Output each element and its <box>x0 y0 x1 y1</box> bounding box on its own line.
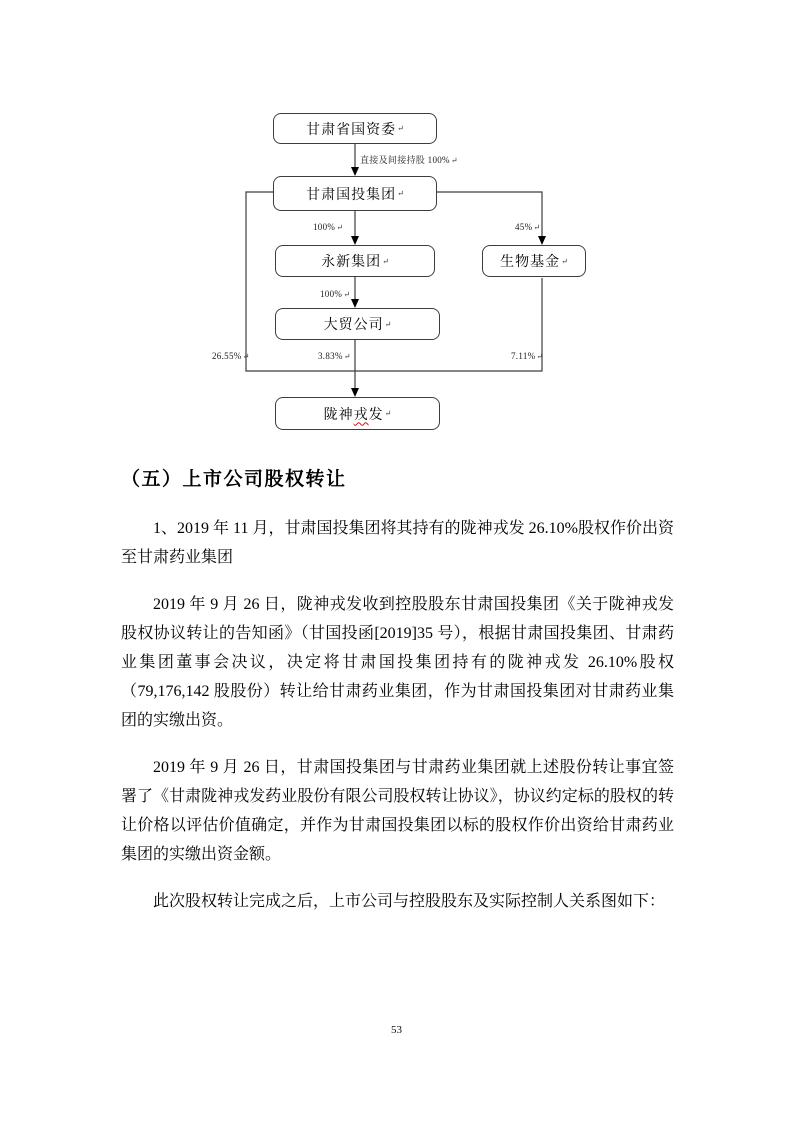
arrowhead-yongxin-damao <box>351 299 359 308</box>
connector-side-rails <box>246 192 542 371</box>
edge-label-damao-longshen-383 <box>318 351 350 361</box>
edge-label-guotou-yongxin-100 <box>313 222 343 232</box>
return-mark-icon: ↵ <box>397 189 404 198</box>
diagram-node-damao-company <box>275 308 440 340</box>
paragraph-agreement-signed: 2019 年 9 月 26 日，甘肃国投集团与甘肃药业集团就上述股份转让事宜签署了《甘肃陇神戎发药业股份有限公司股权转让协议》，协议约定标的股权的转让价格以评估价值确定，并作为甘肃国投集团以标的股权作价出资给甘肃药业集团的实缴出资金额。 <box>121 759 674 863</box>
page-number: 53 <box>391 1024 402 1036</box>
arrowhead-guotou-yongxin <box>351 236 359 245</box>
edge-label-text: 7.11% <box>511 351 536 361</box>
edge-label-text: 45% <box>515 222 533 232</box>
arrowhead-sasac-guotou <box>351 167 359 176</box>
edge-label-text: 3.83% <box>318 351 343 361</box>
node-label: 大贸公司 <box>323 318 384 333</box>
edge-label-guotou-longshen-2655 <box>212 351 249 361</box>
arrowhead-guotou-biofund <box>538 236 546 245</box>
arrowhead-damao-longshen <box>351 388 359 397</box>
paragraph-relationship-chart-intro: 此次股权转让完成之后，上市公司与控股股东及实际控制人关系图如下： <box>153 893 666 910</box>
return-mark-icon: ↵ <box>533 223 541 232</box>
paragraph-notice-letter: 2019 年 9 月 26 日，陇神戎发收到控股股东甘肃国投集团《关于陇神戎发股权协议转让的告知函》（甘国投函[2019]35 号），根据甘肃国投集团、甘肃药业集团董事会决议，决定将甘肃国投集团持有的陇神戎发 26.10%股权（79,176,142 股股份）转让给甘肃药业集团，作为甘肃国投集团对甘肃药业集团的实缴出资。 <box>121 596 674 729</box>
node-label: 陇神 <box>323 407 354 423</box>
return-mark-icon: ↵ <box>397 124 404 133</box>
body-text <box>121 468 674 934</box>
diagram-node-gansu-sasac <box>273 113 437 144</box>
edge-label-text: 直接及间接持股 100% <box>360 155 450 165</box>
node-label-spellcheck: 戎 <box>353 407 369 423</box>
node-label: 发 <box>368 407 384 423</box>
return-mark-icon: ↵ <box>561 256 568 266</box>
return-mark-icon: ↵ <box>536 352 544 361</box>
diagram-node-gansu-guotou <box>273 176 437 211</box>
node-label: 甘肃国投集团 <box>306 187 397 203</box>
edge-label-text: 100% <box>313 222 336 232</box>
return-mark-icon: ↵ <box>336 223 343 232</box>
diagram-connectors <box>0 0 793 460</box>
node-label: 甘肃省国资委 <box>306 122 397 138</box>
paragraph-share-transfer-intro: 1、2019 年 11 月，甘肃国投集团将其持有的陇神戎发 26.10%股权作价出资至甘肃药业集团 <box>121 520 674 566</box>
return-mark-icon: ↵ <box>384 409 392 418</box>
node-label: 生物基金 <box>500 255 561 270</box>
ownership-structure-diagram <box>0 0 793 460</box>
edge-label-biofund-longshen-711 <box>511 351 543 361</box>
node-label: 永新集团 <box>321 255 382 270</box>
diagram-node-longshen-rongfa <box>275 397 440 430</box>
return-mark-icon: ↵ <box>242 352 250 361</box>
edge-label-guotou-biofund-45 <box>515 222 540 232</box>
section-heading: （五）上市公司股权转让 <box>121 469 347 490</box>
diagram-node-biotech-fund <box>482 245 586 277</box>
return-mark-icon: ↵ <box>384 319 392 329</box>
edge-label-text: 100% <box>320 289 343 299</box>
return-mark-icon: ↵ <box>343 352 351 361</box>
edge-label-text: 26.55% <box>212 351 242 361</box>
return-mark-icon: ↵ <box>382 256 389 266</box>
return-mark-icon: ↵ <box>343 290 350 299</box>
diagram-node-yongxin-group <box>275 245 435 277</box>
return-mark-icon: ↵ <box>450 156 458 165</box>
edge-label-yongxin-damao-100 <box>320 289 350 299</box>
edge-label-direct-indirect-100 <box>360 153 458 166</box>
